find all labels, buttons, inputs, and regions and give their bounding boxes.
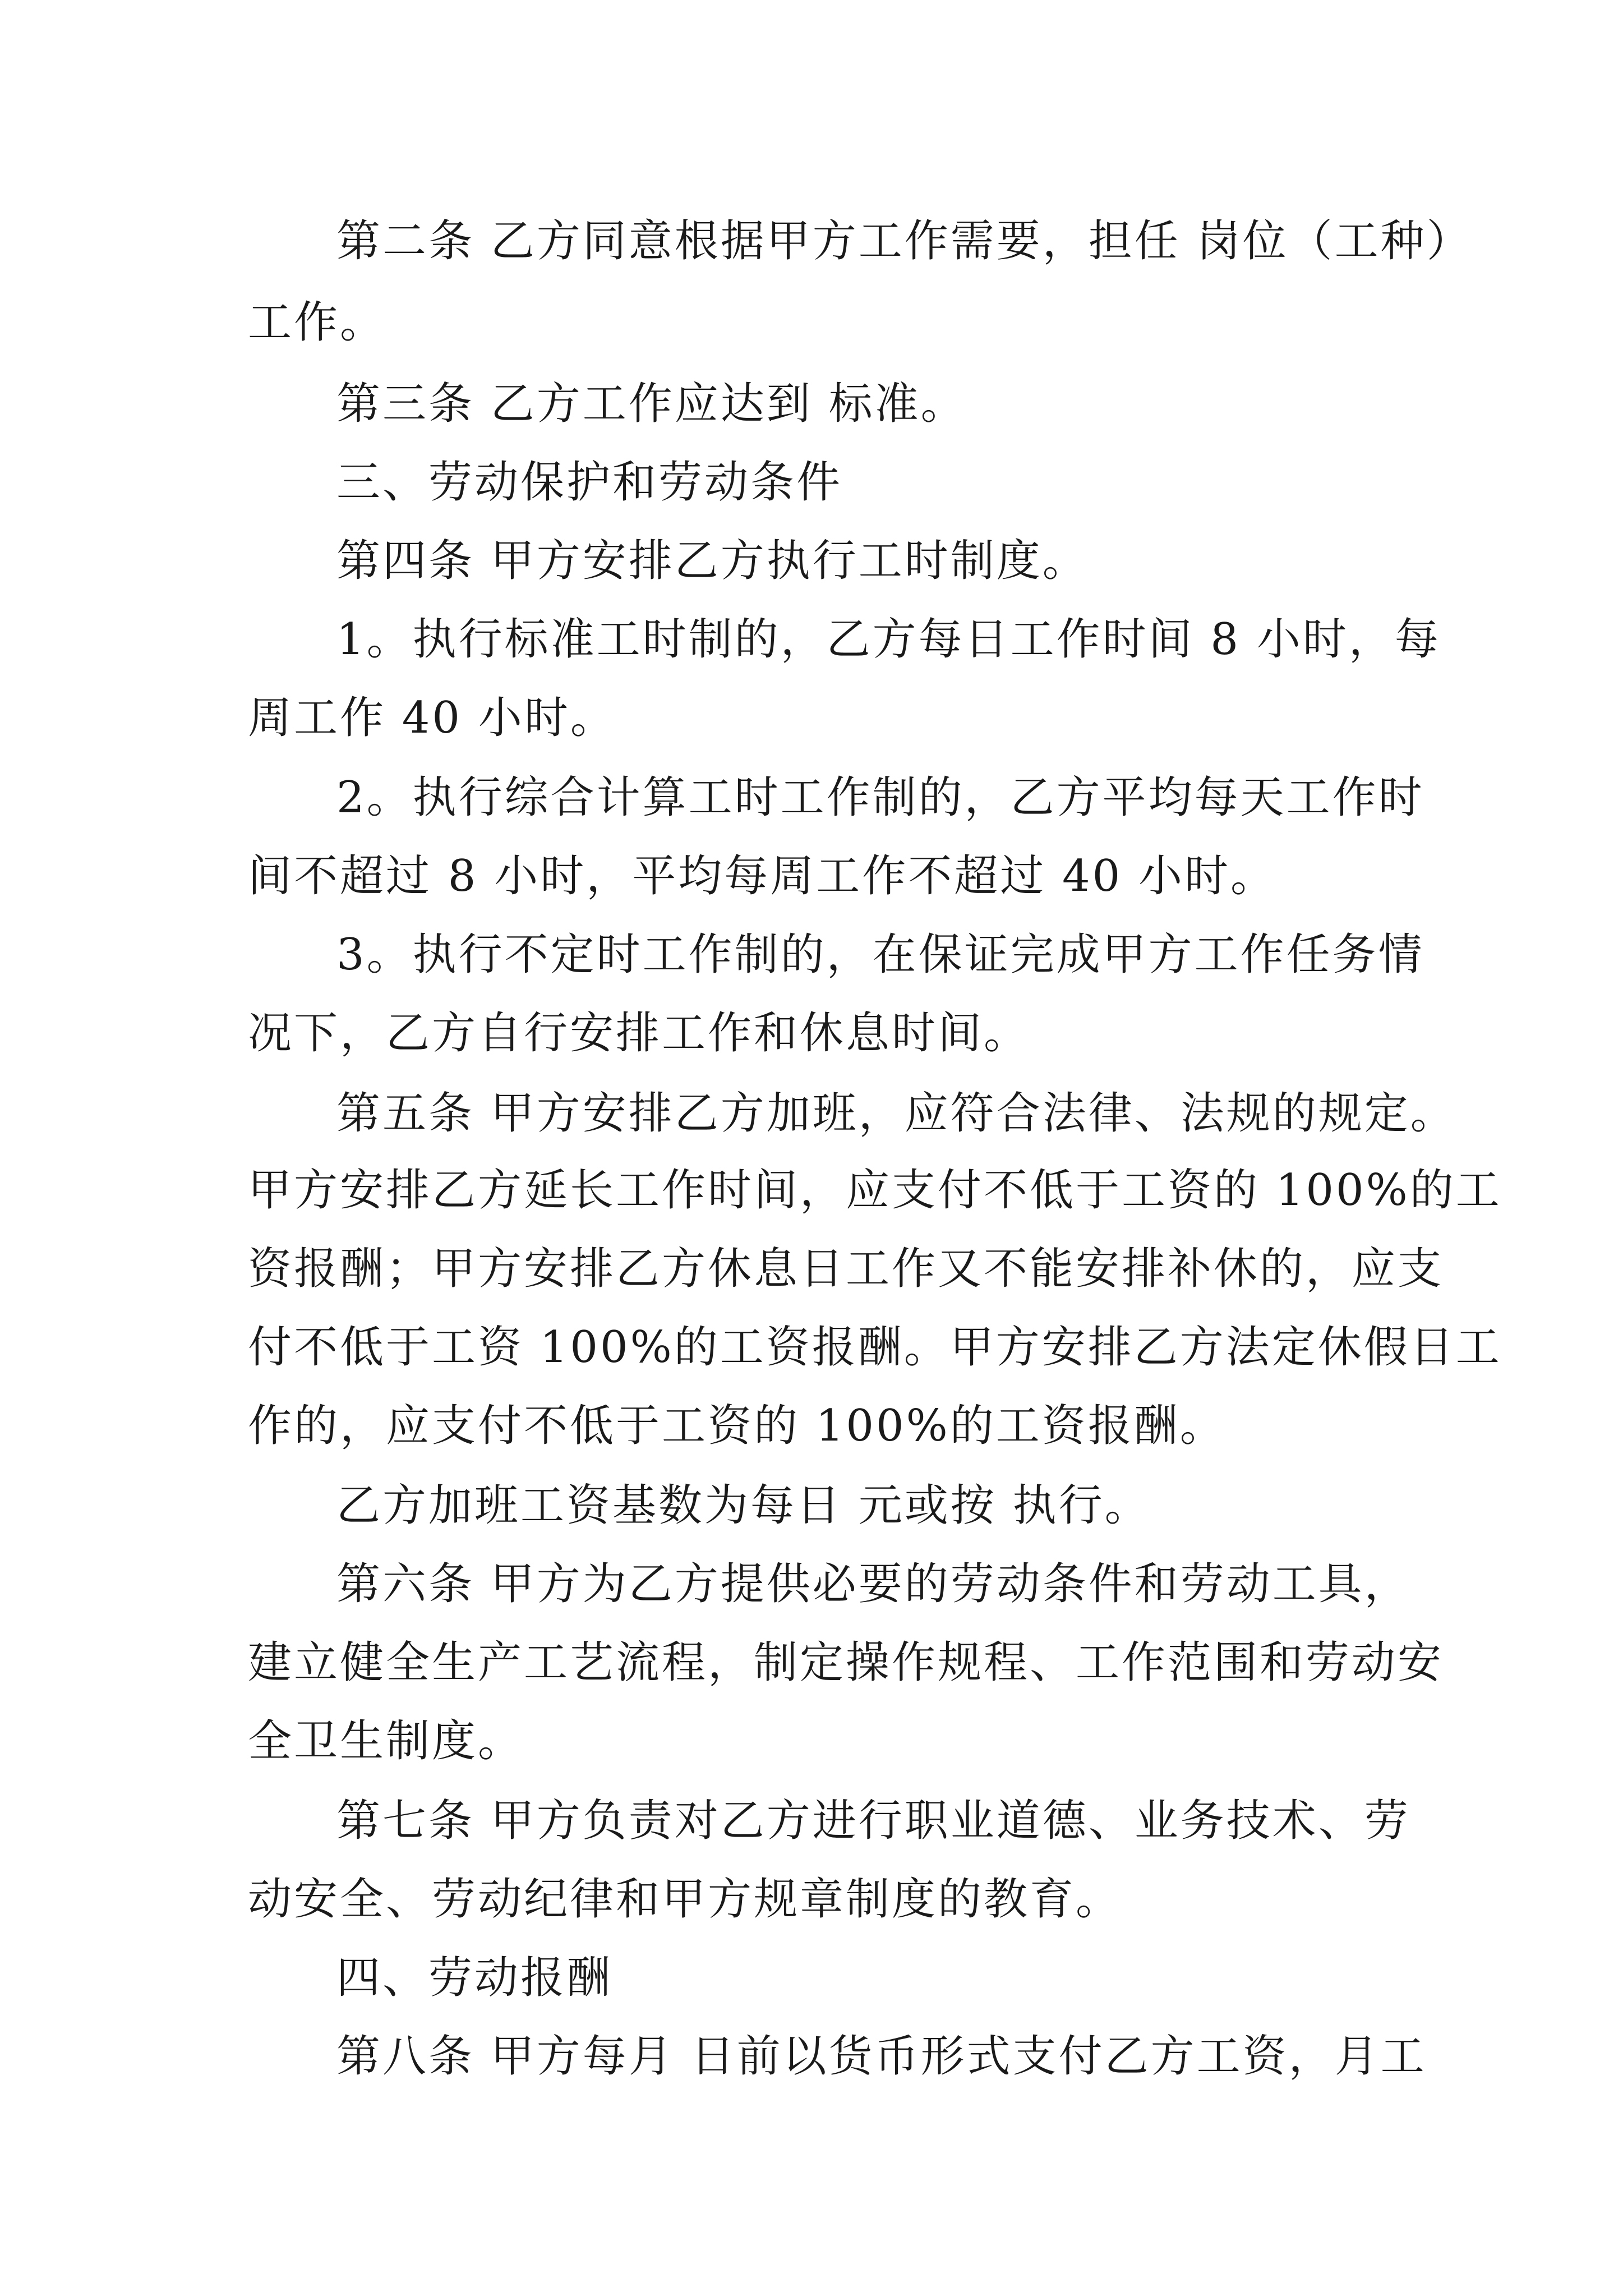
- text-line: 作的，应支付不低于工资的 100%的工资报酬。: [248, 1401, 1226, 1451]
- section-heading: 三、劳动保护和劳动条件: [336, 457, 843, 508]
- text-line: 全卫生制度。: [248, 1716, 524, 1766]
- text-line: 第四条 甲方安排乙方执行工时制度。: [336, 536, 1089, 586]
- text-line: 间不超过 8 小时，平均每周工作不超过 40 小时。: [248, 851, 1277, 901]
- text-line: 乙方加班工资基数为每日 元或按 执行。: [336, 1480, 1151, 1531]
- text-line: 第三条 乙方工作应达到 标准。: [336, 379, 967, 429]
- text-line: 工作。: [248, 297, 386, 348]
- text-line: 第五条 甲方安排乙方加班，应符合法律、法规的规定。: [336, 1088, 1456, 1139]
- text-line: 资报酬；甲方安排乙方休息日工作又不能安排补休的，应支: [248, 1244, 1444, 1294]
- text-line: 2。执行综合计算工时工作制的，乙方平均每天工作时: [336, 772, 1424, 823]
- text-line: 第七条 甲方负责对乙方进行职业道德、业务技术、劳: [336, 1796, 1410, 1846]
- text-line: 1。执行标准工时制的，乙方每日工作时间 8 小时，每: [336, 614, 1441, 665]
- text-line: 付不低于工资 100%的工资报酬。甲方安排乙方法定休假日工: [248, 1322, 1502, 1373]
- text-line: 甲方安排乙方延长工作时间，应支付不低于工资的 100%的工: [248, 1165, 1502, 1216]
- text-line: 动安全、劳动纪律和甲方规章制度的教育。: [248, 1874, 1122, 1925]
- text-line: 建立健全生产工艺流程，制定操作规程、工作范围和劳动安: [248, 1637, 1444, 1688]
- text-line: 周工作 40 小时。: [248, 693, 616, 743]
- text-line: 第二条 乙方同意根据甲方工作需要，担任 岗位（工种）: [336, 216, 1473, 266]
- section-heading: 四、劳动报酬: [336, 1953, 613, 2003]
- text-line: 第八条 甲方每月 日前以货币形式支付乙方工资，月工: [336, 2031, 1427, 2082]
- text-line: 第六条 甲方为乙方提供必要的劳动条件和劳动工具，: [336, 1559, 1410, 1609]
- text-line: 况下，乙方自行安排工作和休息时间。: [248, 1008, 1030, 1059]
- text-line: 3。执行不定时工作制的，在保证完成甲方工作任务情: [336, 930, 1424, 980]
